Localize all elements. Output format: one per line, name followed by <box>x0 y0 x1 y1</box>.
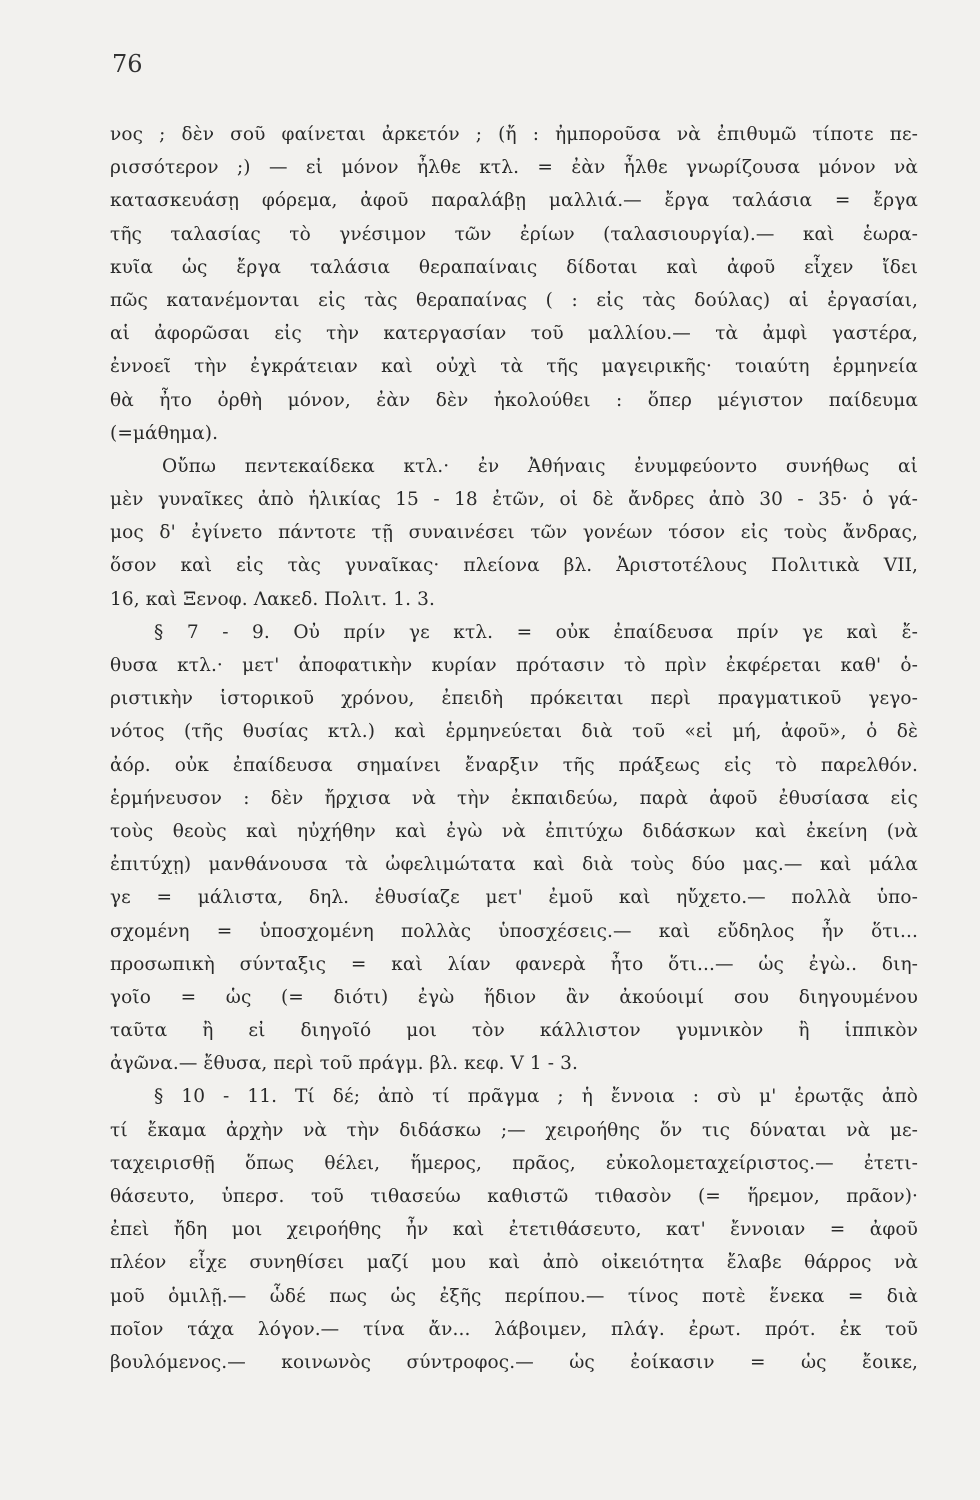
text-line: πῶς κατανέμονται εἰς τὰς θεραπαίνας ( : εἰς τὰς δούλας) αἱ ἐργασίαι, <box>110 289 918 311</box>
text-line: ἑρμήνευσον : δὲν ἤρχισα νὰ τὴν ἐκπαιδεύω, παρὰ ἀφοῦ ἐθυσίασα εἰς <box>110 787 918 809</box>
text-line: κυῖα ὡς ἔργα ταλάσια θεραπαίναις δίδοται καὶ ἀφοῦ εἶχεν ἴδει <box>110 256 918 278</box>
text-line: ἐπεὶ ἤδη μοι χειροήθης ἦν καὶ ἐτετιθάσευτο, κατ' ἔννοιαν = ἀφοῦ <box>110 1219 918 1241</box>
text-line: ἐννοεῖ τὴν ἐγκράτειαν καὶ οὐχὶ τὰ τῆς μαγειρικῆς· τοιαύτη ἑρμηνεία <box>110 356 918 378</box>
text-line: θυσα κτλ.· μετ' ἀποφατικὴν κυρίαν πρότασιν τὸ πρὶν ἐκφέρεται καθ' ὁ- <box>110 655 918 676</box>
text-line: προσωπικὴ σύνταξις = καὶ λίαν φανερὰ ἦτο ὅτι...— ὡς ἐγὼ.. διη- <box>110 953 918 975</box>
text-line: μὲν γυναῖκες ἀπὸ ἡλικίας 15 - 18 ἐτῶν, οἱ δὲ ἄνδρες ἀπὸ 30 - 35· ὁ γά- <box>110 489 918 511</box>
text-line: γοῖο = ὡς (= διότι) ἐγὼ ἥδιον ἂν ἀκούοιμί σου διηγουμένου <box>110 986 918 1008</box>
text-line: μος δ' ἐγίνετο πάντοτε τῇ συναινέσει τῶν γονέων τόσον εἰς τοὺς ἄνδρας, <box>110 522 918 544</box>
text-line: § 10 - 11. Τί δέ; ἀπὸ τί πρᾶγμα ; ἡ ἔννοια : σὺ μ' ἐρωτᾷς ἀπὸ <box>154 1086 918 1108</box>
text-line: ἐπιτύχῃ) μανθάνουσα τὰ ὠφελιμώτατα καὶ διὰ τοὺς δύο μας.— καὶ μάλα <box>110 854 918 876</box>
text-line: νος ; δὲν σοῦ φαίνεται ἀρκετόν ; (ἤ : ἠμποροῦσα νὰ ἐπιθυμῶ τίποτε πε- <box>110 124 918 145</box>
text-line: τῆς ταλασίας τὸ γνέσιμον τῶν ἐρίων (ταλασιουργία).— καὶ ἑωρα- <box>110 223 918 245</box>
text-line: ρισσότερον ;) — εἰ μόνον ἦλθε κτλ. = ἐὰν ἦλθε γνωρίζουσα μόνον νὰ <box>110 157 918 179</box>
text-line: τοὺς θεοὺς καὶ ηὐχήθην καὶ ἐγὼ νὰ ἐπιτύχω διδάσκων καὶ ἐκείνη (νὰ <box>110 820 918 842</box>
text-line: κατασκευάσῃ φόρεμα, ἀφοῦ παραλάβῃ μαλλιά.— ἔργα ταλάσια = ἔργα <box>110 190 918 212</box>
text-line: θάσευτο, ὑπερσ. τοῦ τιθασεύω καθιστῶ τιθασὸν (= ἥρεμον, πρᾶον)· <box>110 1186 918 1207</box>
text-line: βουλόμενος.— κοινωνὸς σύντροφος.— ὡς ἐοίκασιν = ὡς ἔοικε, <box>110 1351 918 1373</box>
text-line: ὅσον καὶ εἰς τὰς γυναῖκας· πλείονα βλ. Ἀριστοτέλους Πολιτικὰ VII, <box>110 555 918 577</box>
text-line: 16, καὶ Ξενοφ. Λακεδ. Πολιτ. 1. 3. <box>110 588 435 610</box>
page-number: 76 <box>112 50 143 78</box>
commentary-text <box>110 118 918 1379</box>
text-line: θὰ ἦτο ὀρθὴ μόνον, ἐὰν δὲν ἠκολούθει : ὅπερ μέγιστον παίδευμα <box>110 389 918 411</box>
text-line: Οὔπω πεντεκαίδεκα κτλ.· ἐν Ἀθήναις ἐνυμφεύοντο συνήθως αἱ <box>162 455 918 477</box>
text-line: νότος (τῆς θυσίας κτλ.) καὶ ἑρμηνεύεται διὰ τοῦ «εἰ μή, ἀφοῦ», ὁ δὲ <box>110 721 918 743</box>
text-line: ἀόρ. οὐκ ἐπαίδευσα σημαίνει ἔναρξιν τῆς πράξεως εἰς τὸ παρελθόν. <box>110 754 918 776</box>
text-line: § 7 - 9. Οὐ πρίν γε κτλ. = οὐκ ἐπαίδευσα πρίν γε καὶ ἔ- <box>154 621 918 643</box>
text-line: ταῦτα ἢ εἰ διηγοῖό μοι τὸν κάλλιστον γυμνικὸν ἢ ἱππικὸν <box>110 1020 918 1042</box>
text-line: αἱ ἀφορῶσαι εἰς τὴν κατεργασίαν τοῦ μαλλίου.— τὰ ἀμφὶ γαστέρα, <box>110 323 918 345</box>
text-line: γε = μάλιστα, δηλ. ἐθυσίαζε μετ' ἐμοῦ καὶ ηὔχετο.— πολλὰ ὑπο- <box>110 887 918 909</box>
text-line: (=μάθημα). <box>110 422 219 444</box>
text-line: σχομένη = ὑποσχομένη πολλὰς ὑποσχέσεις.— καὶ εὔδηλος ἦν ὅτι... <box>110 920 918 942</box>
text-line: μοῦ ὁμιλῇ.— ὧδέ πως ὡς ἐξῆς περίπου.— τίνος ποτὲ ἕνεκα = διὰ <box>110 1285 918 1307</box>
text-line: τί ἔκαμα ἀρχὴν νὰ τὴν διδάσκω ;— χειροήθης ὅν τις δύναται νὰ με- <box>110 1119 918 1141</box>
text-line: ριστικὴν ἱστορικοῦ χρόνου, ἐπειδὴ πρόκειται περὶ πραγματικοῦ γεγο- <box>110 688 918 710</box>
text-line: ταχειρισθῇ ὅπως θέλει, ἥμερος, πρᾶος, εὐκολομεταχείριστος.— ἐτετι- <box>110 1152 918 1174</box>
text-line: ἀγῶνα.— ἔθυσα, περὶ τοῦ πράγμ. βλ. κεφ. V 1 - 3. <box>110 1053 578 1075</box>
text-line: ποῖον τάχα λόγον.— τίνα ἄν... λάβοιμεν, πλάγ. ἐρωτ. πρότ. ἐκ τοῦ <box>110 1318 918 1340</box>
text-line: πλέον εἶχε συνηθίσει μαζί μου καὶ ἀπὸ οἰκειότητα ἔλαβε θάρρος νὰ <box>110 1252 918 1274</box>
